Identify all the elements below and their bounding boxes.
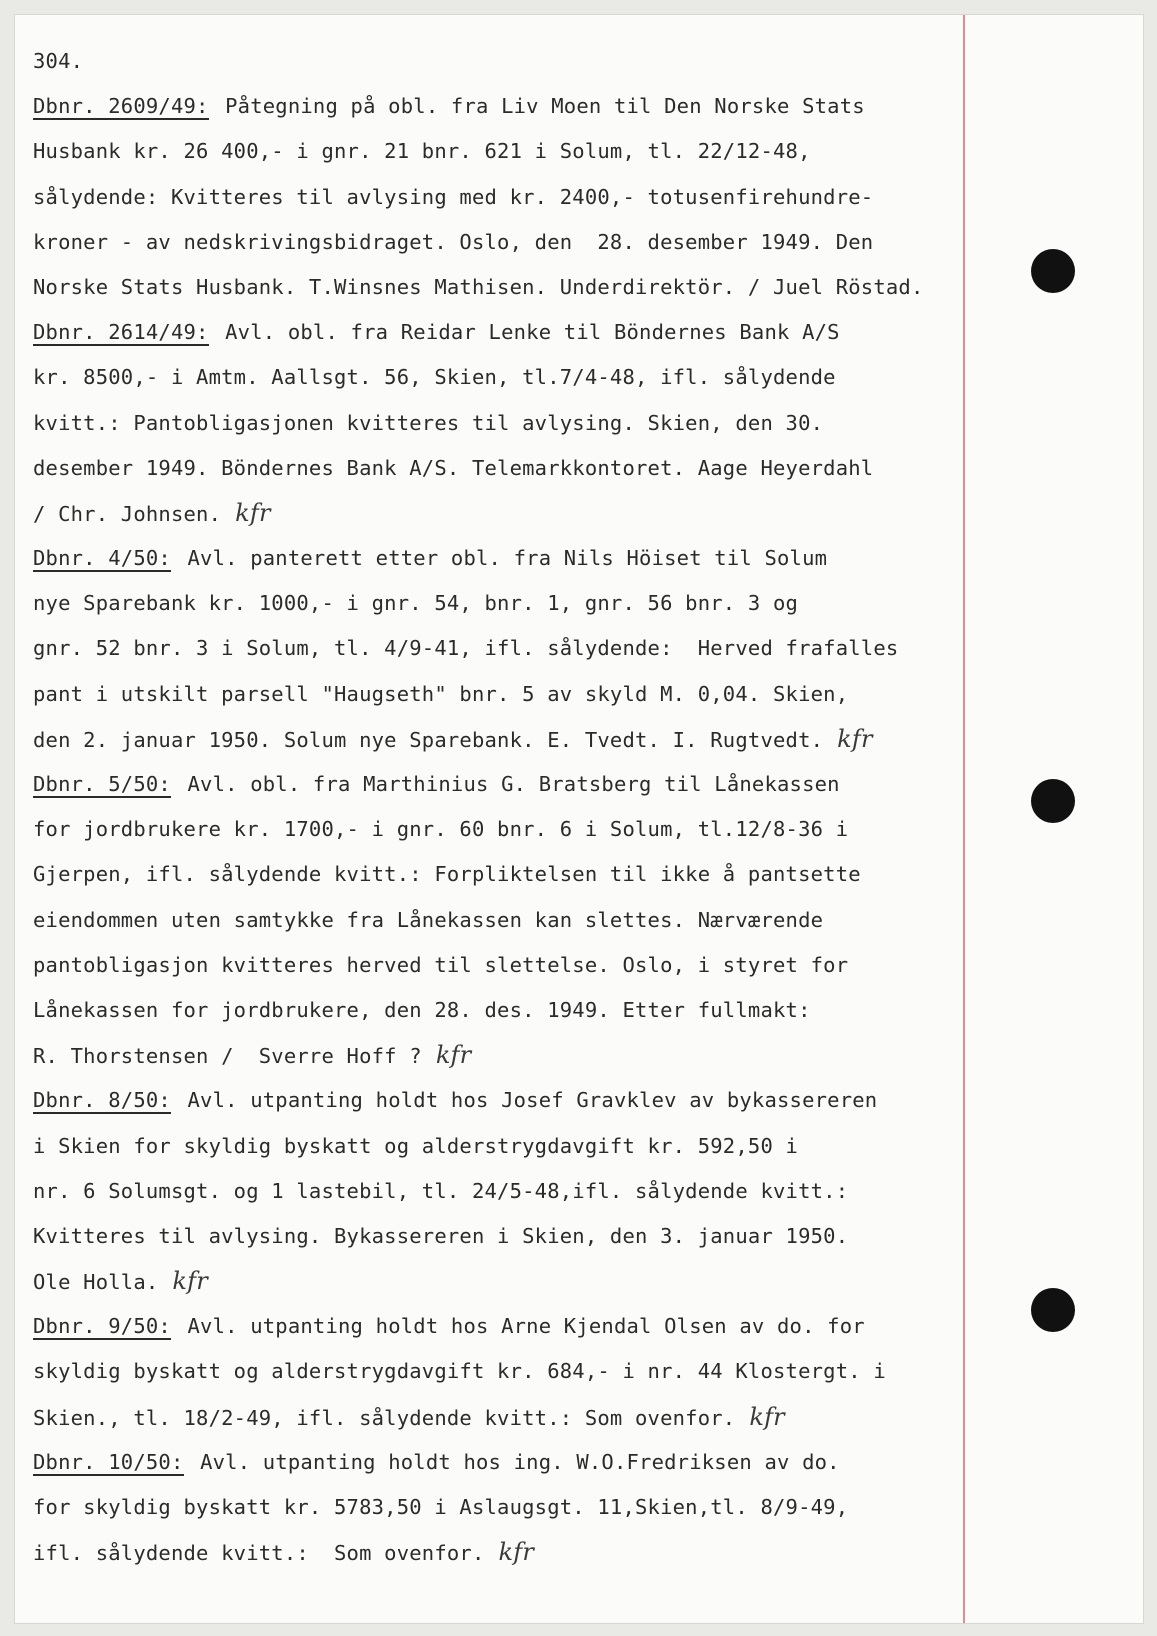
entry-line xyxy=(33,1169,1143,1214)
entry-text: nr. 6 Solumsgt. og 1 lastebil, tl. 24/5-48,ifl. sålydende kvitt.: xyxy=(33,1178,849,1203)
entry-reference: Dbnr. 2614/49: xyxy=(33,320,209,345)
entry-text: Påtegning på obl. fra Liv Moen til Den Norske Stats xyxy=(225,94,865,119)
entry-text: for jordbrukere kr. 1700,- i gnr. 60 bnr. 6 i Solum, tl.12/8-36 i xyxy=(33,817,849,842)
handwritten-initials: kfr xyxy=(235,498,271,527)
entry-line xyxy=(33,175,1143,220)
entry-text: den 2. januar 1950. Solum nye Sparebank. E. Tvedt. I. Rugtvedt. xyxy=(33,727,824,752)
entry-text: Avl. utpanting holdt hos Arne Kjendal Olsen av do. for xyxy=(187,1314,865,1339)
entry-text: nye Sparebank kr. 1000,- i gnr. 54, bnr. 1, gnr. 56 bnr. 3 og xyxy=(33,591,799,616)
entry-text: sålydende: Kvitteres til avlysing med kr. 2400,- totusenfirehundre- xyxy=(33,184,874,209)
entry-text: Avl. obl. fra Reidar Lenke til Böndernes Bank A/S xyxy=(225,320,840,345)
entry-line xyxy=(33,1395,1143,1440)
document-text xyxy=(33,39,1143,1575)
entry-first-line xyxy=(33,1078,1143,1123)
entry-first-line xyxy=(33,762,1143,807)
entry-text: pantobligasjon kvitteres herved til slettelse. Oslo, i styret for xyxy=(33,952,849,977)
handwritten-initials: kfr xyxy=(172,1267,208,1296)
entry-line xyxy=(33,581,1143,626)
entry-line xyxy=(33,129,1143,174)
page-number: 304. xyxy=(33,49,84,73)
entry-text: Ole Holla. xyxy=(33,1270,159,1295)
handwritten-initials: kfr xyxy=(435,1041,472,1070)
entry-line xyxy=(33,1259,1143,1304)
entry-line xyxy=(33,943,1143,988)
handwritten-initials: kfr xyxy=(749,1402,785,1431)
entry-line xyxy=(33,1349,1143,1394)
entry-line xyxy=(33,717,1143,762)
entry-line xyxy=(33,807,1143,852)
document-page xyxy=(14,14,1144,1624)
entry-text: kvitt.: Pantobligasjonen kvitteres til avlysing. Skien, den 30. xyxy=(33,410,824,435)
entry-line xyxy=(33,1485,1143,1530)
entry-text: Avl. panterett etter obl. fra Nils Höiset til Solum xyxy=(187,546,828,571)
entry-text: pant i utskilt parsell "Haugseth" bnr. 5 av skyld M. 0,04. Skien, xyxy=(33,681,849,706)
entry-text: ifl. sålydende kvitt.: Som ovenfor. xyxy=(33,1541,485,1566)
handwritten-initials: kfr xyxy=(498,1538,535,1567)
entry-text: Avl. obl. fra Marthinius G. Bratsberg til Lånekassen xyxy=(187,772,840,796)
entry-line xyxy=(33,491,1143,536)
entry-text: kr. 8500,- i Amtm. Aallsgt. 56, Skien, tl.7/4-48, ifl. sålydende xyxy=(33,365,836,390)
entry-text: / Chr. Johnsen. xyxy=(33,501,222,526)
entry-first-line xyxy=(33,536,1143,581)
entry-text: desember 1949. Böndernes Bank A/S. Telemarkkontoret. Aage Heyerdahl xyxy=(33,455,874,480)
entry-text: Skien., tl. 18/2-49, ifl. sålydende kvitt.: Som ovenfor. xyxy=(33,1405,736,1430)
entry-line xyxy=(33,852,1143,897)
entry-line xyxy=(33,1124,1143,1169)
entry-reference: Dbnr. 9/50: xyxy=(33,1314,171,1339)
entry-text: Lånekassen for jordbrukere, den 28. des. 1949. Etter fullmakt: xyxy=(33,997,811,1022)
entry-reference: Dbnr. 2609/49: xyxy=(33,94,209,119)
entry-text: Avl. utpanting holdt hos ing. W.O.Fredriksen av do. xyxy=(200,1449,840,1474)
entry-line xyxy=(33,1214,1143,1259)
entry-line xyxy=(33,988,1143,1033)
entry-line xyxy=(33,898,1143,943)
entry-reference: Dbnr. 8/50: xyxy=(33,1088,171,1113)
entry-line xyxy=(33,626,1143,671)
entry-line xyxy=(33,265,1143,310)
entry-text: Husbank kr. 26 400,- i gnr. 21 bnr. 621 i Solum, tl. 22/12-48, xyxy=(33,139,811,164)
entry-text: Norske Stats Husbank. T.Winsnes Mathisen. Underdirektör. / Juel Röstad. xyxy=(33,274,924,299)
entry-line xyxy=(33,355,1143,400)
entry-first-line xyxy=(33,310,1143,355)
entry-text: eiendommen uten samtykke fra Lånekassen kan slettes. Nærværende xyxy=(33,907,824,932)
entry-text: R. Thorstensen / Sverre Hoff ? xyxy=(33,1044,422,1069)
entry-reference: Dbnr. 4/50: xyxy=(33,546,171,571)
handwritten-initials: kfr xyxy=(837,724,873,753)
entry-reference: Dbnr. 10/50: xyxy=(33,1449,184,1474)
entry-text: gnr. 52 bnr. 3 i Solum, tl. 4/9-41, ifl. sålydende: Herved frafalles xyxy=(33,636,899,661)
entry-line xyxy=(33,446,1143,491)
entry-text: i Skien for skyldig byskatt og alderstrygdavgift kr. 592,50 i xyxy=(33,1133,799,1158)
entry-first-line xyxy=(33,1440,1143,1485)
entry-line xyxy=(33,672,1143,717)
entry-first-line xyxy=(33,84,1143,129)
entry-line xyxy=(33,1033,1143,1078)
entry-text: Avl. utpanting holdt hos Josef Gravklev av bykassereren xyxy=(187,1088,878,1113)
entry-text: skyldig byskatt og alderstrygdavgift kr. 684,- i nr. 44 Klostergt. i xyxy=(33,1359,886,1384)
entry-text: Kvitteres til avlysing. Bykassereren i Skien, den 3. januar 1950. xyxy=(33,1223,849,1248)
entry-text: for skyldig byskatt kr. 5783,50 i Aslaugsgt. 11,Skien,tl. 8/9-49, xyxy=(33,1495,849,1519)
entry-line xyxy=(33,1530,1143,1575)
entry-text: kroner - av nedskrivingsbidraget. Oslo, den 28. desember 1949. Den xyxy=(33,229,874,254)
entry-line xyxy=(33,220,1143,265)
entry-reference: Dbnr. 5/50: xyxy=(33,772,171,796)
entry-line xyxy=(33,401,1143,446)
entry-first-line xyxy=(33,1304,1143,1349)
entry-text: Gjerpen, ifl. sålydende kvitt.: Forpliktelsen til ikke å pantsette xyxy=(33,862,861,887)
